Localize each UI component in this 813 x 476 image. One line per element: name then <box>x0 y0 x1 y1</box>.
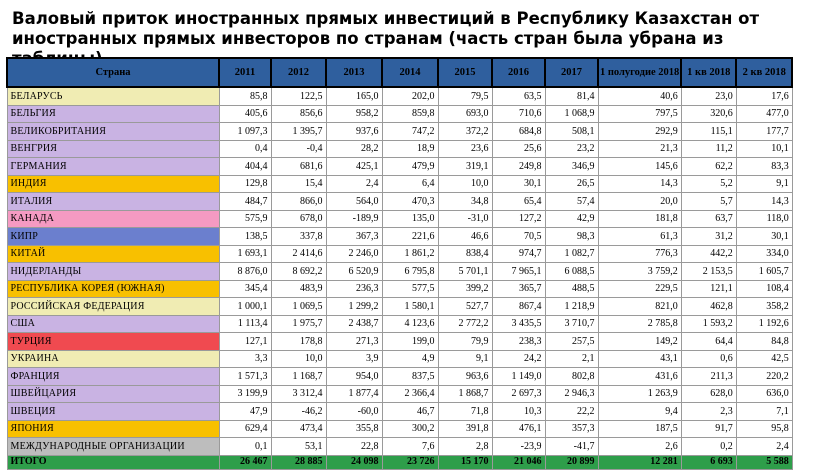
value-cell: 2 366,4 <box>382 385 438 403</box>
value-cell: 15,4 <box>271 175 326 193</box>
value-cell: 5,2 <box>681 175 736 193</box>
value-cell: 483,9 <box>271 280 326 298</box>
value-cell: 23,2 <box>545 140 598 158</box>
value-cell: 710,6 <box>492 105 545 123</box>
value-cell: 3 312,4 <box>271 385 326 403</box>
value-cell: 3 435,5 <box>492 315 545 333</box>
value-cell: 776,3 <box>598 245 681 263</box>
table-row <box>7 123 792 141</box>
total-cell: 26 467 <box>219 455 271 469</box>
value-cell: 1 168,7 <box>271 368 326 386</box>
value-cell: 127,1 <box>219 333 271 351</box>
value-cell: 70,5 <box>492 228 545 246</box>
value-cell: -46,2 <box>271 403 326 421</box>
table-row <box>7 87 792 105</box>
value-cell: 4 123,6 <box>382 315 438 333</box>
value-cell: 127,2 <box>492 210 545 228</box>
value-cell: 42,9 <box>545 210 598 228</box>
value-cell: 199,0 <box>382 333 438 351</box>
table-row <box>7 175 792 193</box>
column-header: 2014 <box>382 58 438 87</box>
total-cell: 5 588 <box>736 455 792 469</box>
page-title: Валовый приток иностранных прямых инвестиций в Республику Казахстан от иностранных прямых инвесторов по странам (часть стран была убрана из <box>12 9 760 48</box>
country-cell: ШВЕЙЦАРИЯ <box>7 385 219 403</box>
country-cell: ВЕЛИКОБРИТАНИЯ <box>7 123 219 141</box>
value-cell: 71,8 <box>438 403 492 421</box>
value-cell: 178,8 <box>271 333 326 351</box>
value-cell: 46,6 <box>438 228 492 246</box>
value-cell: 47,9 <box>219 403 271 421</box>
value-cell: 473,4 <box>271 420 326 438</box>
value-cell: 3 710,7 <box>545 315 598 333</box>
value-cell: 1 263,9 <box>598 385 681 403</box>
country-cell: КИПР <box>7 228 219 246</box>
value-cell: 63,5 <box>492 87 545 105</box>
table-row <box>7 368 792 386</box>
value-cell: 8 692,2 <box>271 263 326 281</box>
value-cell: 6 795,8 <box>382 263 438 281</box>
value-cell: -189,9 <box>326 210 382 228</box>
value-cell: 6,4 <box>382 175 438 193</box>
value-cell: 476,1 <box>492 420 545 438</box>
value-cell: 867,4 <box>492 298 545 316</box>
table-row <box>7 263 792 281</box>
column-header: 2012 <box>271 58 326 87</box>
value-cell: 10,0 <box>438 175 492 193</box>
value-cell: 684,8 <box>492 123 545 141</box>
value-cell: 431,6 <box>598 368 681 386</box>
country-cell: РЕСПУБЛИКА КОРЕЯ (ЮЖНАЯ) <box>7 280 219 298</box>
value-cell: 958,2 <box>326 105 382 123</box>
value-cell: 30,1 <box>736 228 792 246</box>
value-cell: 14,3 <box>598 175 681 193</box>
table-row <box>7 298 792 316</box>
table-row <box>7 315 792 333</box>
value-cell: 2,6 <box>598 438 681 456</box>
value-cell: 866,0 <box>271 193 326 211</box>
value-cell: 149,2 <box>598 333 681 351</box>
value-cell: 372,2 <box>438 123 492 141</box>
value-cell: 18,9 <box>382 140 438 158</box>
value-cell: 837,5 <box>382 368 438 386</box>
value-cell: 0,6 <box>681 350 736 368</box>
value-cell: 527,7 <box>438 298 492 316</box>
value-cell: 1 580,1 <box>382 298 438 316</box>
table-row <box>7 210 792 228</box>
value-cell: 508,1 <box>545 123 598 141</box>
value-cell: 1 149,0 <box>492 368 545 386</box>
table-row <box>7 420 792 438</box>
value-cell: 257,5 <box>545 333 598 351</box>
value-cell: 8 876,0 <box>219 263 271 281</box>
value-cell: 859,8 <box>382 105 438 123</box>
value-cell: 2,8 <box>438 438 492 456</box>
value-cell: 165,0 <box>326 87 382 105</box>
value-cell: 681,6 <box>271 158 326 176</box>
value-cell: 1 192,6 <box>736 315 792 333</box>
table-row <box>7 438 792 456</box>
value-cell: 2 772,2 <box>438 315 492 333</box>
value-cell: -41,7 <box>545 438 598 456</box>
value-cell: 577,5 <box>382 280 438 298</box>
value-cell: 221,6 <box>382 228 438 246</box>
value-cell: 802,8 <box>545 368 598 386</box>
value-cell: 64,4 <box>681 333 736 351</box>
value-cell: 121,1 <box>681 280 736 298</box>
table-row <box>7 333 792 351</box>
value-cell: 9,1 <box>438 350 492 368</box>
value-cell: 462,8 <box>681 298 736 316</box>
column-header: 2013 <box>326 58 382 87</box>
value-cell: 42,5 <box>736 350 792 368</box>
total-row <box>7 455 792 469</box>
value-cell: 365,7 <box>492 280 545 298</box>
table-body <box>7 87 792 455</box>
value-cell: 1 299,2 <box>326 298 382 316</box>
value-cell: 98,3 <box>545 228 598 246</box>
value-cell: -23,9 <box>492 438 545 456</box>
table-row <box>7 403 792 421</box>
value-cell: 399,2 <box>438 280 492 298</box>
column-header: 2011 <box>219 58 271 87</box>
value-cell: 79,5 <box>438 87 492 105</box>
total-label: ИТОГО <box>7 455 219 469</box>
value-cell: 345,4 <box>219 280 271 298</box>
value-cell: 6 520,9 <box>326 263 382 281</box>
value-cell: 22,8 <box>326 438 382 456</box>
total-cell: 23 726 <box>382 455 438 469</box>
value-cell: 488,5 <box>545 280 598 298</box>
value-cell: 367,3 <box>326 228 382 246</box>
value-cell: 10,3 <box>492 403 545 421</box>
table-row <box>7 228 792 246</box>
value-cell: 229,5 <box>598 280 681 298</box>
value-cell: 53,1 <box>271 438 326 456</box>
value-cell: 24,2 <box>492 350 545 368</box>
value-cell: 300,2 <box>382 420 438 438</box>
value-cell: 9,1 <box>736 175 792 193</box>
value-cell: 2,4 <box>736 438 792 456</box>
value-cell: 3 199,9 <box>219 385 271 403</box>
country-cell: ВЕНГРИЯ <box>7 140 219 158</box>
value-cell: 135,0 <box>382 210 438 228</box>
value-cell: 2 946,3 <box>545 385 598 403</box>
value-cell: 2,1 <box>545 350 598 368</box>
value-cell: 292,9 <box>598 123 681 141</box>
value-cell: 177,7 <box>736 123 792 141</box>
value-cell: 9,4 <box>598 403 681 421</box>
value-cell: 85,8 <box>219 87 271 105</box>
value-cell: 0,2 <box>681 438 736 456</box>
value-cell: 1 868,7 <box>438 385 492 403</box>
value-cell: 629,4 <box>219 420 271 438</box>
column-header: Страна <box>7 58 219 87</box>
value-cell: 11,2 <box>681 140 736 158</box>
total-cell: 28 885 <box>271 455 326 469</box>
column-header: 2 кв 2018 <box>736 58 792 87</box>
column-header: 2015 <box>438 58 492 87</box>
value-cell: 319,1 <box>438 158 492 176</box>
value-cell: 442,2 <box>681 245 736 263</box>
value-cell: 108,4 <box>736 280 792 298</box>
value-cell: 2 246,0 <box>326 245 382 263</box>
value-cell: 3,3 <box>219 350 271 368</box>
value-cell: 84,8 <box>736 333 792 351</box>
value-cell: 26,5 <box>545 175 598 193</box>
country-cell: ШВЕЦИЯ <box>7 403 219 421</box>
value-cell: -60,0 <box>326 403 382 421</box>
value-cell: 334,0 <box>736 245 792 263</box>
country-cell: ИТАЛИЯ <box>7 193 219 211</box>
table-row <box>7 105 792 123</box>
country-cell: ФРАНЦИЯ <box>7 368 219 386</box>
value-cell: 1 861,2 <box>382 245 438 263</box>
value-cell: 10,1 <box>736 140 792 158</box>
value-cell: 1 693,1 <box>219 245 271 263</box>
value-cell: 346,9 <box>545 158 598 176</box>
table-row <box>7 350 792 368</box>
value-cell: 1 593,2 <box>681 315 736 333</box>
value-cell: 81,4 <box>545 87 598 105</box>
table-row <box>7 140 792 158</box>
value-cell: 747,2 <box>382 123 438 141</box>
value-cell: 249,8 <box>492 158 545 176</box>
value-cell: 63,7 <box>681 210 736 228</box>
value-cell: 477,0 <box>736 105 792 123</box>
country-cell: США <box>7 315 219 333</box>
value-cell: 838,4 <box>438 245 492 263</box>
value-cell: 355,8 <box>326 420 382 438</box>
value-cell: 20,0 <box>598 193 681 211</box>
value-cell: 23,0 <box>681 87 736 105</box>
value-cell: 3,9 <box>326 350 382 368</box>
value-cell: 5,7 <box>681 193 736 211</box>
value-cell: 856,6 <box>271 105 326 123</box>
value-cell: 91,7 <box>681 420 736 438</box>
value-cell: -31,0 <box>438 210 492 228</box>
value-cell: 954,0 <box>326 368 382 386</box>
country-cell: ГЕРМАНИЯ <box>7 158 219 176</box>
value-cell: 2 438,7 <box>326 315 382 333</box>
value-cell: 61,3 <box>598 228 681 246</box>
value-cell: 937,6 <box>326 123 382 141</box>
value-cell: 17,6 <box>736 87 792 105</box>
value-cell: 7 965,1 <box>492 263 545 281</box>
country-cell: УКРАИНА <box>7 350 219 368</box>
value-cell: 6 088,5 <box>545 263 598 281</box>
value-cell: 2,4 <box>326 175 382 193</box>
table-row <box>7 193 792 211</box>
column-header: 2016 <box>492 58 545 87</box>
value-cell: 1 097,3 <box>219 123 271 141</box>
value-cell: 391,8 <box>438 420 492 438</box>
value-cell: 636,0 <box>736 385 792 403</box>
country-cell: БЕЛЬГИЯ <box>7 105 219 123</box>
investment-table <box>6 57 793 470</box>
total-cell: 20 899 <box>545 455 598 469</box>
value-cell: 21,3 <box>598 140 681 158</box>
total-cell: 21 046 <box>492 455 545 469</box>
value-cell: 3 759,2 <box>598 263 681 281</box>
value-cell: 211,3 <box>681 368 736 386</box>
column-header: 2017 <box>545 58 598 87</box>
value-cell: 129,8 <box>219 175 271 193</box>
country-cell: ЯПОНИЯ <box>7 420 219 438</box>
value-cell: -0,4 <box>271 140 326 158</box>
total-cell: 24 098 <box>326 455 382 469</box>
value-cell: 575,9 <box>219 210 271 228</box>
value-cell: 7,6 <box>382 438 438 456</box>
value-cell: 2,3 <box>681 403 736 421</box>
country-cell: ИНДИЯ <box>7 175 219 193</box>
value-cell: 236,3 <box>326 280 382 298</box>
value-cell: 28,2 <box>326 140 382 158</box>
value-cell: 1 218,9 <box>545 298 598 316</box>
value-cell: 122,5 <box>271 87 326 105</box>
value-cell: 22,2 <box>545 403 598 421</box>
table-row <box>7 158 792 176</box>
value-cell: 83,3 <box>736 158 792 176</box>
value-cell: 797,5 <box>598 105 681 123</box>
country-cell: РОССИЙСКАЯ ФЕДЕРАЦИЯ <box>7 298 219 316</box>
value-cell: 23,6 <box>438 140 492 158</box>
country-cell: БЕЛАРУСЬ <box>7 87 219 105</box>
country-cell: МЕЖДУНАРОДНЫЕ ОРГАНИЗАЦИИ <box>7 438 219 456</box>
value-cell: 145,6 <box>598 158 681 176</box>
value-cell: 484,7 <box>219 193 271 211</box>
value-cell: 564,0 <box>326 193 382 211</box>
value-cell: 974,7 <box>492 245 545 263</box>
value-cell: 1 068,9 <box>545 105 598 123</box>
value-cell: 118,0 <box>736 210 792 228</box>
value-cell: 1 000,1 <box>219 298 271 316</box>
value-cell: 10,0 <box>271 350 326 368</box>
value-cell: 202,0 <box>382 87 438 105</box>
value-cell: 963,6 <box>438 368 492 386</box>
country-cell: НИДЕРЛАНДЫ <box>7 263 219 281</box>
value-cell: 0,4 <box>219 140 271 158</box>
value-cell: 0,1 <box>219 438 271 456</box>
value-cell: 821,0 <box>598 298 681 316</box>
country-cell: ТУРЦИЯ <box>7 333 219 351</box>
value-cell: 138,5 <box>219 228 271 246</box>
country-cell: КИТАЙ <box>7 245 219 263</box>
value-cell: 115,1 <box>681 123 736 141</box>
value-cell: 238,3 <box>492 333 545 351</box>
value-cell: 628,0 <box>681 385 736 403</box>
value-cell: 405,6 <box>219 105 271 123</box>
value-cell: 1 605,7 <box>736 263 792 281</box>
value-cell: 271,3 <box>326 333 382 351</box>
value-cell: 2 785,8 <box>598 315 681 333</box>
value-cell: 30,1 <box>492 175 545 193</box>
value-cell: 34,8 <box>438 193 492 211</box>
value-cell: 2 697,3 <box>492 385 545 403</box>
value-cell: 62,2 <box>681 158 736 176</box>
value-cell: 404,4 <box>219 158 271 176</box>
value-cell: 25,6 <box>492 140 545 158</box>
value-cell: 479,9 <box>382 158 438 176</box>
value-cell: 320,6 <box>681 105 736 123</box>
value-cell: 31,2 <box>681 228 736 246</box>
value-cell: 2 153,5 <box>681 263 736 281</box>
value-cell: 95,8 <box>736 420 792 438</box>
value-cell: 1 113,4 <box>219 315 271 333</box>
country-cell: КАНАДА <box>7 210 219 228</box>
value-cell: 14,3 <box>736 193 792 211</box>
value-cell: 678,0 <box>271 210 326 228</box>
value-cell: 1 082,7 <box>545 245 598 263</box>
value-cell: 46,7 <box>382 403 438 421</box>
table-row <box>7 245 792 263</box>
value-cell: 7,1 <box>736 403 792 421</box>
value-cell: 337,8 <box>271 228 326 246</box>
value-cell: 1 069,5 <box>271 298 326 316</box>
value-cell: 1 877,4 <box>326 385 382 403</box>
value-cell: 57,4 <box>545 193 598 211</box>
value-cell: 1 395,7 <box>271 123 326 141</box>
column-header: 1 кв 2018 <box>681 58 736 87</box>
value-cell: 43,1 <box>598 350 681 368</box>
header-row <box>7 58 792 87</box>
value-cell: 357,3 <box>545 420 598 438</box>
value-cell: 2 414,6 <box>271 245 326 263</box>
table-row <box>7 385 792 403</box>
value-cell: 358,2 <box>736 298 792 316</box>
value-cell: 5 701,1 <box>438 263 492 281</box>
total-cell: 15 170 <box>438 455 492 469</box>
value-cell: 65,4 <box>492 193 545 211</box>
value-cell: 1 975,7 <box>271 315 326 333</box>
value-cell: 40,6 <box>598 87 681 105</box>
value-cell: 187,5 <box>598 420 681 438</box>
value-cell: 79,9 <box>438 333 492 351</box>
value-cell: 181,8 <box>598 210 681 228</box>
column-header: 1 полугодие 2018 <box>598 58 681 87</box>
value-cell: 4,9 <box>382 350 438 368</box>
value-cell: 693,0 <box>438 105 492 123</box>
value-cell: 1 571,3 <box>219 368 271 386</box>
value-cell: 470,3 <box>382 193 438 211</box>
value-cell: 425,1 <box>326 158 382 176</box>
total-cell: 12 281 <box>598 455 681 469</box>
table-row <box>7 280 792 298</box>
total-cell: 6 693 <box>681 455 736 469</box>
value-cell: 220,2 <box>736 368 792 386</box>
